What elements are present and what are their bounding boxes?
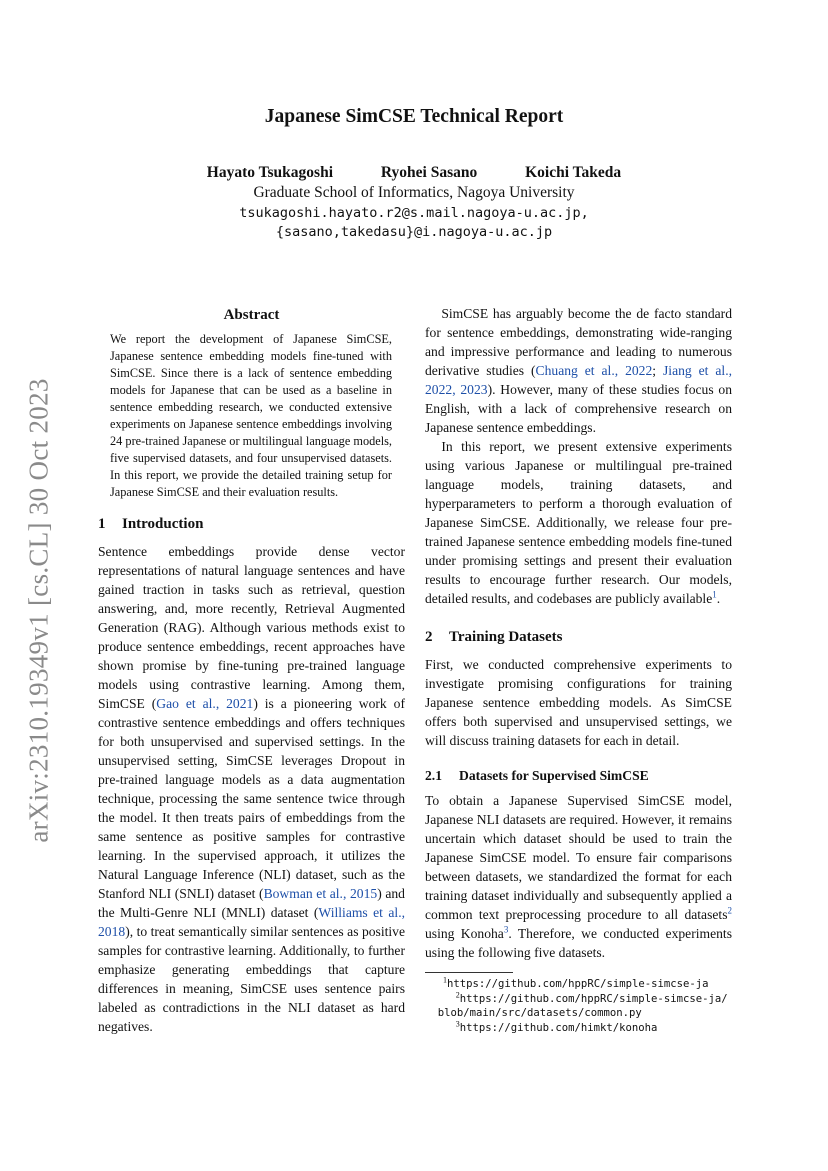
- author-name: Ryohei Sasano: [380, 164, 478, 181]
- arxiv-stamp: [14, 370, 64, 850]
- text-run: In this report, we present extensive experiments using various Japanese or multilingual pre-trained language models, training datasets, and hyperparameters to perform a thorough evaluation of Japanese SimCSE. Additionally, we release four pre-trained Japanese sentence embedding models fine-tuned under promising settings and present their evaluation results to encourage further research. Our models, detailed results, and codebases are publicly available: [425, 439, 732, 606]
- footnote-mark: 1: [443, 975, 447, 985]
- abstract-text: We report the development of Japanese SimCSE, Japanese sentence embedding models fine-tuned with SimCSE. Since there is a lack of sentence embedding models for Japanese that can be used as a baseline in sentence embedding research, we conducted extensive experiments on Japanese sentence embeddings involving 24 pre-trained Japanese or multilingual language models, five supervised datasets, and four unsupervised datasets. In this report, we provide the detailed training setup for Japanese SimCSE and their evaluation results.: [110, 332, 392, 499]
- text-run: ) and the Multi-Genre NLI (MNLI) dataset (: [98, 886, 405, 920]
- text-run: ). However, many of these studies focus on English, with a lack of comprehensive research on Japanese sentence embeddings.: [425, 382, 732, 435]
- citation-link[interactable]: Bowman et al., 2015: [263, 886, 378, 901]
- footnote-marker[interactable]: 2: [727, 905, 732, 916]
- text-run: To obtain a Japanese Supervised SimCSE model, Japanese NLI datasets are required. However, it remains uncertain which dataset should be used to train the Japanese SimCSE model. To ensure fair comparisons between datasets, we standardized the format for each training dataset individually and subsequently applied a common text preprocessing procedure to all datasets: [425, 793, 732, 922]
- text-run: Sentence embeddings provide dense vector representations of natural language sentences and have gained traction in tasks such as retrieval, question answering, and, more recently, Retrieval Augmented Generation (RAG). Although various methods exist to produce sentence embeddings, recent approaches have shown promise by fine-tuning pre-trained language models using contrastive learning. Among them, SimCSE (: [98, 544, 405, 711]
- author-email[interactable]: tsukagoshi.hayato.r2@s.mail.nagoya-u.ac.jp,: [239, 205, 589, 221]
- intro-paragraph: [425, 304, 732, 437]
- author-list: [0, 164, 828, 182]
- footnote-marker[interactable]: 3: [503, 924, 509, 935]
- citation-link[interactable]: Williams et al., 2018: [98, 905, 405, 939]
- footnote-mark: 2: [455, 989, 460, 999]
- author-name: Koichi Takeda: [525, 164, 622, 181]
- text-run: .: [716, 591, 721, 606]
- right-column: [425, 304, 732, 1035]
- affiliation: Graduate School of Informatics, Nagoya University: [253, 184, 575, 201]
- citation-link[interactable]: Gao et al., 2021: [156, 696, 254, 711]
- text-run: using Konoha: [425, 926, 504, 941]
- subsection-title: Datasets for Supervised SimCSE: [459, 768, 649, 783]
- footnote-url[interactable]: https://github.com/hppRC/simple-simcse-ja: [447, 978, 709, 990]
- subsection-number: 2.1: [425, 768, 442, 783]
- text-run: ) is a pioneering work of contrastive sentence embeddings and offers techniques for both unsupervised and supervised settings. In the unsupervised setting, SimCSE leverages Dropout in pre-trained language models as a data augmentation technique, processing the same sentence twice through the model. It then treats pairs of embeddings from the same sentence as positive samples for contrastive learning. In the supervised approach, it utilizes the Natural Language Inference (NLI) dataset, such as the Stanford NLI (SNLI) dataset (: [98, 696, 405, 901]
- section-title: Training Datasets: [449, 629, 563, 645]
- subsection-heading-supervised: [425, 766, 732, 785]
- text-run: . Therefore, we conducted experiments using the following five datasets.: [425, 926, 732, 960]
- footnote-url[interactable]: https://github.com/himkt/konoha: [459, 1021, 658, 1034]
- footnote: [425, 1018, 732, 1036]
- citation-link[interactable]: Jiang et al., 2022, 2023: [425, 363, 732, 397]
- text-run: ), to treat semantically similar sentences as positive samples for contrastive learning. Additionally, to further emphasize generating embeddings that capture differences in meaning, SimCSE uses sentence pairs labeled as contradictions in the NLI dataset as hard negatives.: [98, 924, 405, 1034]
- footnote-continuation[interactable]: blob/main/src/datasets/common.py: [437, 1007, 642, 1019]
- section-number: 2: [425, 629, 433, 645]
- abstract-heading: Abstract: [223, 307, 280, 323]
- intro-paragraph: [425, 437, 732, 608]
- arxiv-stamp-text: arXiv:2310.19349v1 [cs.CL] 30 Oct 2023: [23, 377, 54, 843]
- text-run: SimCSE has arguably become the de facto standard for sentence embeddings, demonstrating wide-ranging and impressive performance and leading to numerous derivative studies (: [425, 306, 732, 378]
- footnote: [425, 989, 732, 1007]
- paper-title: Japanese SimCSE Technical Report: [264, 106, 564, 127]
- intro-paragraph: [98, 542, 405, 1036]
- text-run: ;: [652, 363, 663, 378]
- supervised-paragraph: [425, 791, 732, 962]
- footnote-marker[interactable]: 1: [712, 589, 717, 600]
- author-name: Hayato Tsukagoshi: [206, 164, 334, 181]
- footnote-divider: [425, 972, 513, 973]
- training-paragraph: First, we conducted comprehensive experiments to investigate promising configurations for training Japanese sentence embedding models. As SimCSE offers both supervised and unsupervised settings, we will discuss training datasets for each in detail.: [425, 657, 732, 748]
- section-title: Introduction: [122, 516, 204, 532]
- footnote-url[interactable]: https://github.com/hppRC/simple-simcse-ja/: [459, 992, 728, 1005]
- left-column: [98, 306, 405, 1036]
- footnote-mark: 3: [455, 1018, 460, 1028]
- section-heading-introduction: [98, 515, 405, 534]
- footnote: [425, 977, 732, 992]
- section-number: 1: [98, 516, 106, 532]
- author-email[interactable]: {sasano,takedasu}@i.nagoya-u.ac.jp: [275, 224, 553, 240]
- section-heading-training-datasets: [425, 628, 732, 647]
- citation-link[interactable]: Chuang et al., 2022: [535, 363, 653, 378]
